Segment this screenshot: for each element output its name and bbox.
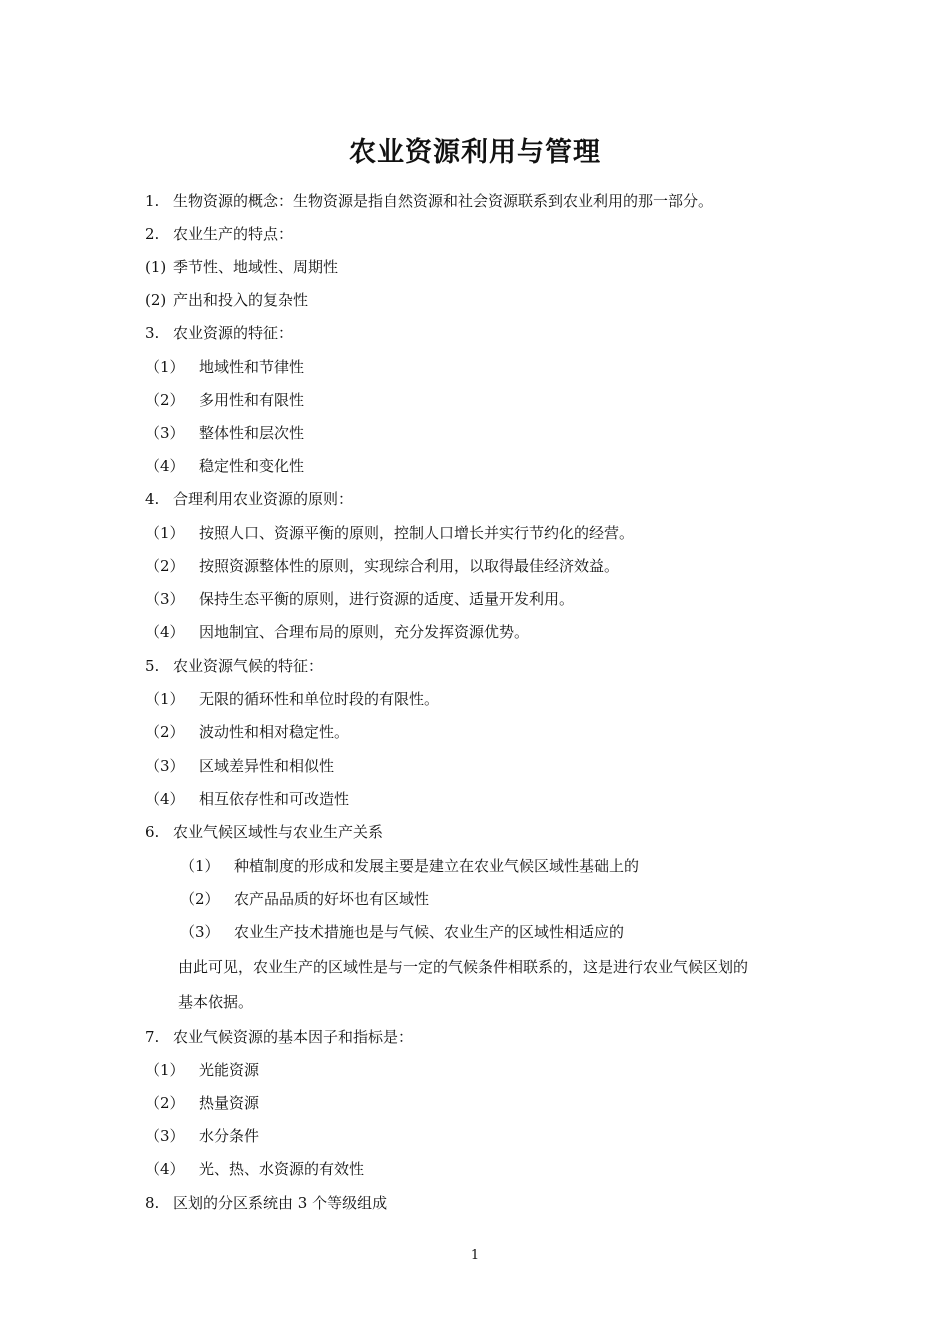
list-item <box>145 323 293 343</box>
item-number: 5. <box>145 657 160 675</box>
item-number: （1） <box>145 524 185 542</box>
item-number: （1） <box>145 358 185 376</box>
list-item <box>145 390 304 410</box>
item-number: （1） <box>145 690 185 708</box>
item-text: 波动性和相对稳定性。 <box>199 723 350 741</box>
item-number: （4） <box>145 623 185 641</box>
list-item <box>145 622 529 642</box>
item-number: （2） <box>145 723 185 741</box>
item-number: 1. <box>145 192 160 210</box>
list-item <box>145 1093 259 1113</box>
item-text: 地域性和节律性 <box>199 358 305 376</box>
list-item <box>145 756 334 776</box>
item-number: （1） <box>145 1061 185 1079</box>
item-text: 农产品品质的好坏也有区域性 <box>234 890 430 908</box>
item-number: （3） <box>145 424 185 442</box>
item-text: 由此可见，农业生产的区域性是与一定的气候条件相联系的，这是进行农业气候区划的 <box>178 958 749 976</box>
item-text: 区域差异性和相似性 <box>199 757 335 775</box>
list-item <box>145 789 349 809</box>
list-item <box>145 1126 259 1146</box>
list-item <box>145 822 383 842</box>
list-item <box>145 191 713 211</box>
list-item <box>145 290 308 310</box>
item-text: 农业气候资源的基本因子和指标是： <box>173 1028 414 1046</box>
list-item <box>145 1060 259 1080</box>
item-number: (2) <box>145 291 167 309</box>
list-item <box>145 523 634 543</box>
item-text: 农业生产的特点： <box>173 225 294 243</box>
item-text: 多用性和有限性 <box>199 391 305 409</box>
item-text: 产出和投入的复杂性 <box>173 291 309 309</box>
list-item <box>180 922 624 942</box>
item-text: 农业资源的特征： <box>173 324 294 342</box>
item-text: 光能资源 <box>199 1061 260 1079</box>
item-number: 4. <box>145 490 160 508</box>
item-number: （1） <box>180 857 220 875</box>
item-text: 热量资源 <box>199 1094 260 1112</box>
item-text: 合理利用农业资源的原则： <box>173 490 354 508</box>
list-item <box>145 656 323 676</box>
item-number: （3） <box>180 923 220 941</box>
item-text: 保持生态平衡的原则，进行资源的适度、适量开发利用。 <box>199 590 575 608</box>
list-item <box>145 589 574 609</box>
item-text: 按照人口、资源平衡的原则，控制人口增长并实行节约化的经营。 <box>199 524 635 542</box>
list-item <box>180 856 639 876</box>
item-text: 区划的分区系统由 3 个等级组成 <box>173 1194 388 1212</box>
item-number: （4） <box>145 1160 185 1178</box>
item-number: 2. <box>145 225 160 243</box>
item-text: 水分条件 <box>199 1127 260 1145</box>
paragraph-line <box>178 992 253 1012</box>
item-text: 农业资源气候的特征： <box>173 657 324 675</box>
item-text: 光、热、水资源的有效性 <box>199 1160 365 1178</box>
item-text: 种植制度的形成和发展主要是建立在农业气候区域性基础上的 <box>234 857 640 875</box>
item-text: 因地制宜、合理布局的原则，充分发挥资源优势。 <box>199 623 530 641</box>
item-text: 按照资源整体性的原则，实现综合利用，以取得最佳经济效益。 <box>199 557 620 575</box>
list-item <box>145 456 304 476</box>
item-number: （2） <box>145 557 185 575</box>
list-item <box>145 224 293 244</box>
item-number: （4） <box>145 457 185 475</box>
list-item <box>145 1159 364 1179</box>
item-number: （2） <box>145 1094 185 1112</box>
page-number: 1 <box>470 1248 480 1263</box>
item-number: 8. <box>145 1194 160 1212</box>
item-text: 无限的循环性和单位时段的有限性。 <box>199 690 440 708</box>
list-item <box>180 889 429 909</box>
paragraph-line <box>178 957 748 977</box>
item-number: （3） <box>145 1127 185 1145</box>
item-number: 7. <box>145 1028 160 1046</box>
list-item <box>145 257 338 277</box>
item-number: (1) <box>145 258 167 276</box>
page-title: 农业资源利用与管理 <box>349 137 601 168</box>
item-number: （3） <box>145 590 185 608</box>
list-item <box>145 1027 413 1047</box>
list-item <box>145 689 439 709</box>
item-text: 生物资源的概念：生物资源是指自然资源和社会资源联系到农业利用的那一部分。 <box>173 192 714 210</box>
item-number: （4） <box>145 790 185 808</box>
list-item <box>145 489 353 509</box>
item-number: 3. <box>145 324 160 342</box>
item-number: （3） <box>145 757 185 775</box>
item-text: 农业生产技术措施也是与气候、农业生产的区域性相适应的 <box>234 923 625 941</box>
item-text: 基本依据。 <box>178 993 254 1011</box>
item-text: 农业气候区域性与农业生产关系 <box>173 823 384 841</box>
list-item <box>145 1193 387 1213</box>
item-text: 季节性、地域性、周期性 <box>173 258 339 276</box>
list-item <box>145 357 304 377</box>
item-number: （2） <box>180 890 220 908</box>
item-number: 6. <box>145 823 160 841</box>
item-number: （2） <box>145 391 185 409</box>
item-text: 相互依存性和可改造性 <box>199 790 350 808</box>
item-text: 稳定性和变化性 <box>199 457 305 475</box>
list-item <box>145 722 349 742</box>
list-item <box>145 556 619 576</box>
item-text: 整体性和层次性 <box>199 424 305 442</box>
list-item <box>145 423 304 443</box>
